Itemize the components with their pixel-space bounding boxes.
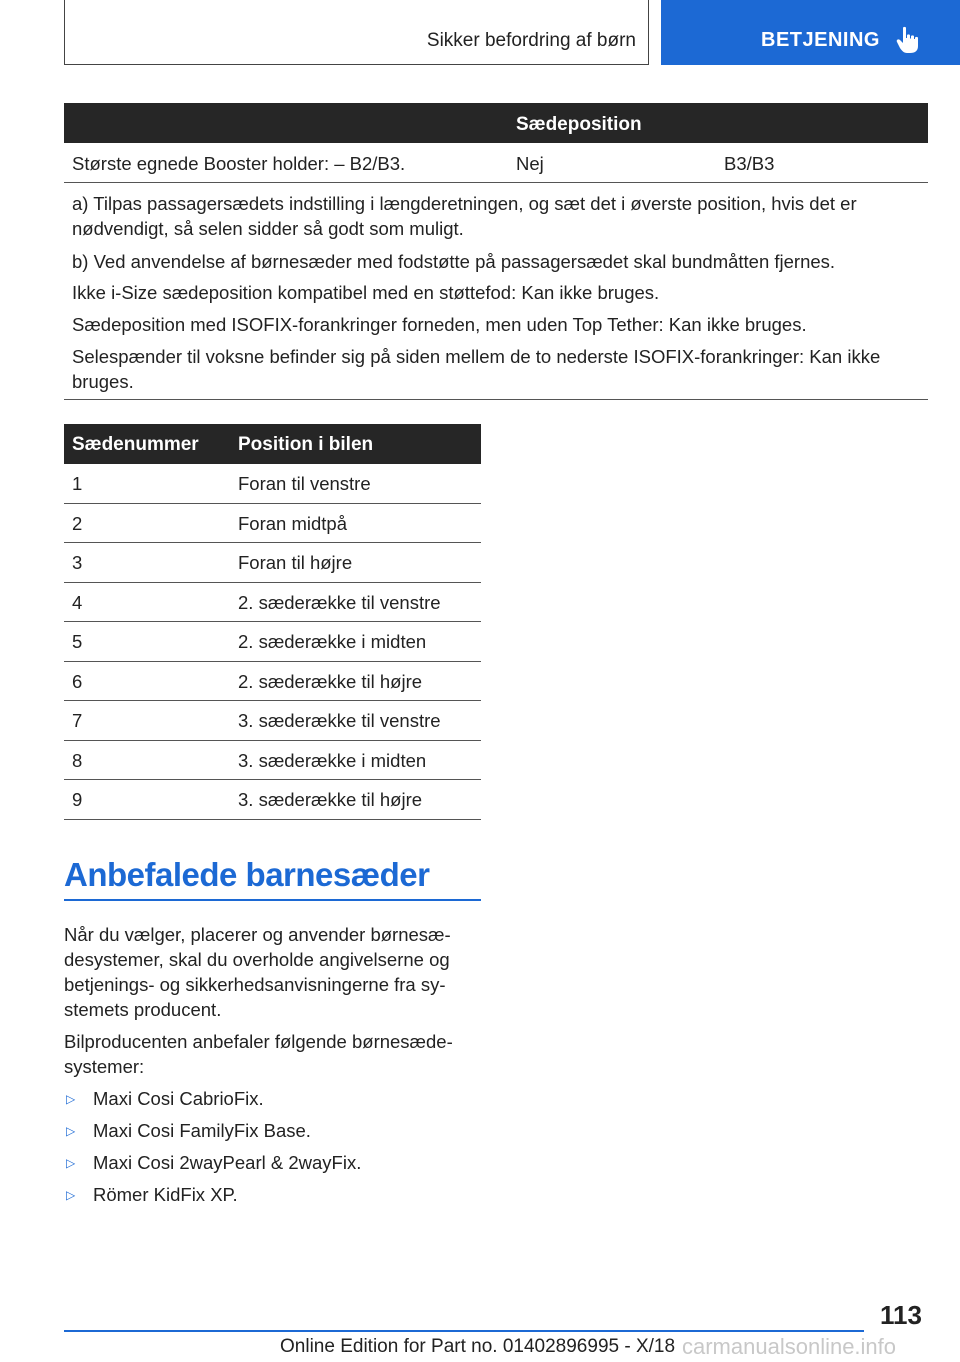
column-header-position: Position i bilen [238,434,374,455]
table-row [64,662,481,702]
value-cell: B3/B3 [724,153,775,174]
seat-number-table [64,424,481,820]
seat-number-table-header [64,424,481,464]
header-chapter-tab[interactable] [661,0,960,65]
note-support-leg: Ikke i-Size sædeposition kompatibel med en støttefod: Kan ikke bruges. [72,282,660,303]
intro-line: desystemer, skal du overholde angivelserne og [64,949,450,970]
value-cell: Nej [516,153,544,174]
note-b: b) Ved anvendelse af børnesæder med fodstøtte på passagersædet skal bundmåtten fjernes. [72,251,836,272]
page-number: 113 [880,1300,922,1330]
seat-position: 2. sæderække til højre [238,670,423,692]
bullet-triangle-icon: ▷ [66,1188,76,1202]
intro-line: betjenings- og sikkerhedsanvisningerne fra sy- [64,974,446,995]
bullet-triangle-icon: ▷ [66,1092,76,1106]
note-a: a) Tilpas passagersædets indstilling i længderetningen, og sæt det i øverste position, hvis det er nødvendigt, så selen sidder så godt som muligt. [72,193,857,239]
table-notes [64,183,928,400]
bullet-triangle-icon: ▷ [66,1156,76,1170]
seat-number: 6 [72,670,83,692]
intro-paragraph [64,922,484,1022]
seat-position: 2. sæderække i midten [238,631,427,652]
note-isofix: Sædeposition med ISOFIX-forankringer forneden, men uden Top Tether: Kan ikke bruges. [72,314,807,335]
seat-position: Foran til højre [238,552,353,573]
table-row [64,543,481,583]
seat-number: 7 [72,710,83,731]
seat-position: Foran midtpå [238,512,347,534]
booster-holder-cell: Største egnede Booster holder: – B2/B3. [72,153,406,174]
chapter-title: BETJENING [761,29,880,51]
seat-number: 2 [72,512,83,534]
recommendation-line: Bilproducenten anbefaler følgende børnesæde- [64,1031,453,1052]
edition-text: Online Edition for Part no. 01402896995 - X/18 [280,1336,676,1357]
seat-number: 8 [72,749,83,771]
table-row [64,143,928,183]
note-buckle: Selespænder til voksne befinder sig på siden mellem de to nederste ISOFIX-forankringer: Kan ikke bruges. [72,346,881,392]
bullet-triangle-icon: ▷ [66,1124,76,1138]
seat-position: 2. sæderække til venstre [238,591,441,613]
seat-position-table-header [64,103,928,143]
seat-position-header-label: Sædeposition [516,114,642,135]
watermark: carmanualsonline.info [682,1334,897,1359]
table-row [64,504,481,544]
table-row [64,701,481,741]
header-section-box [64,0,649,65]
section-title: Sikker befordring af børn [426,30,636,51]
seat-number: 9 [72,789,83,810]
seat-number: 5 [72,631,83,652]
footer-rule [64,1330,864,1332]
pointing-hand-icon [896,26,920,54]
seat-number: 4 [72,591,83,613]
table-row [64,464,481,504]
section-heading: Anbefalede barnesæder [64,856,430,893]
intro-line: Når du vælger, placerer og anvender børnesæ- [64,924,451,945]
seat-number: 1 [72,473,83,494]
intro-line: stemets producent. [64,999,222,1020]
seat-position: 3. sæderække til højre [238,789,423,810]
seat-position: 3. sæderække til venstre [238,710,441,731]
heading-rule [64,899,481,901]
seat-position: Foran til venstre [238,473,371,494]
recommendation-line: systemer: [64,1056,145,1077]
table-row [64,583,481,623]
seat-number: 3 [72,552,83,573]
recommendation-paragraph [64,1029,484,1079]
table-row [64,780,481,820]
column-header-seat-number: Sædenummer [72,434,199,455]
seat-position: 3. sæderække i midten [238,749,427,771]
table-row [64,622,481,662]
table-row [64,741,481,781]
